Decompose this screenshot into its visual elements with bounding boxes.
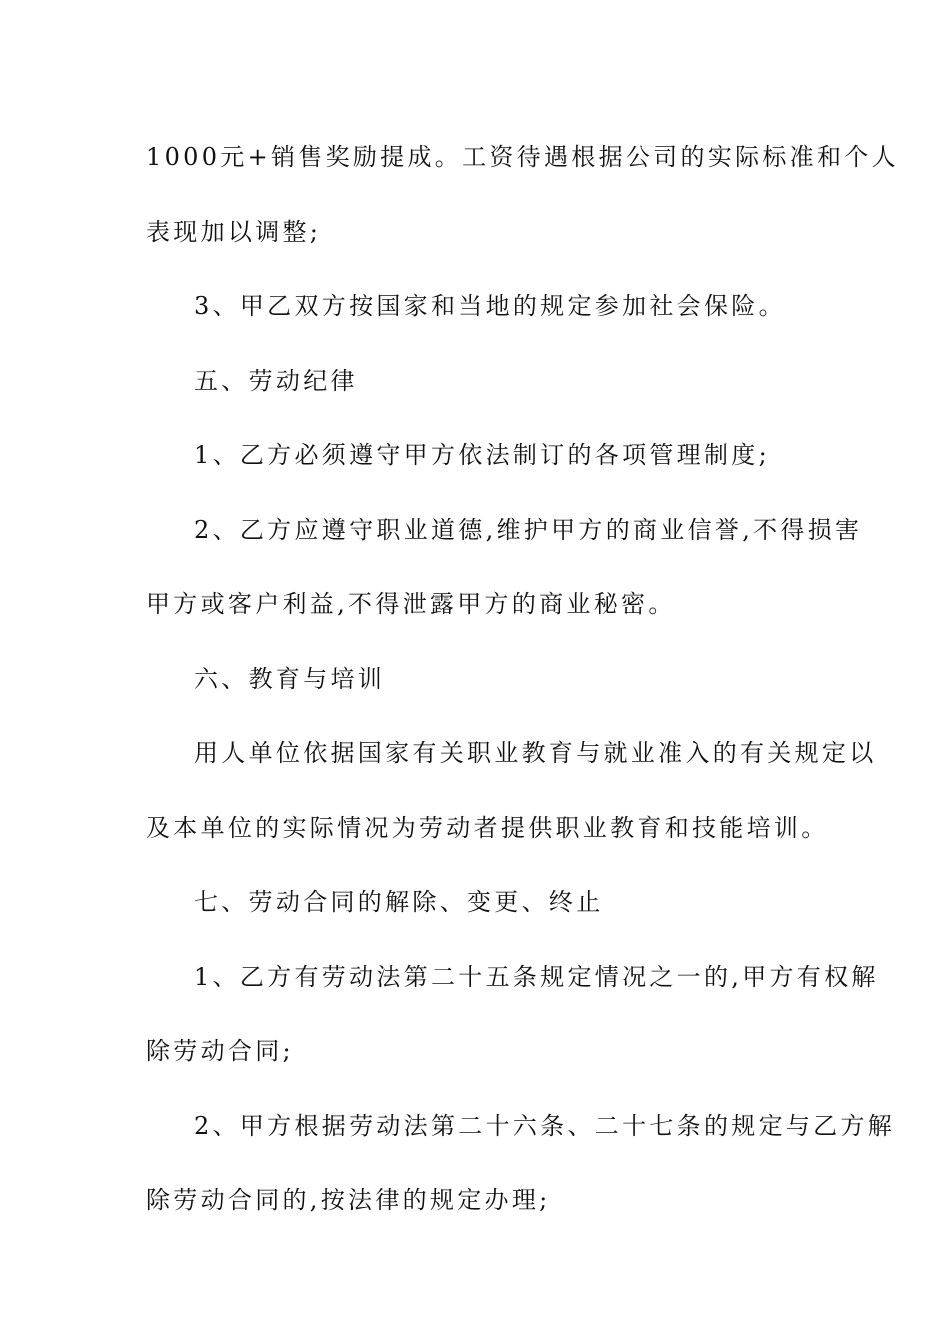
text-line: 及本单位的实际情况为劳动者提供职业教育和技能培训。	[146, 813, 829, 842]
text-line: 表现加以调整;	[146, 217, 322, 246]
text-line: 除劳动合同;	[146, 1037, 294, 1065]
text-line: 甲方或客户利益,不得泄露甲方的商业秘密。	[146, 590, 676, 618]
text-line: 2、甲方根据劳动法第二十六条、二十七条的规定与乙方解	[194, 1111, 896, 1140]
section-heading: 七、劳动合同的解除、变更、终止	[194, 888, 604, 916]
document-body	[146, 120, 899, 1238]
section-heading: 六、教育与培训	[194, 664, 386, 693]
text-line: 3、甲乙双方按国家和当地的规定参加社会保险。	[194, 292, 786, 320]
section-heading: 五、劳动纪律	[194, 366, 358, 395]
text-line: 除劳动合同的,按法律的规定办理;	[146, 1186, 551, 1214]
text-line: 用人单位依据国家有关职业教育与就业准入的有关规定以	[194, 739, 877, 767]
text-line: 2、乙方应遵守职业道德,维护甲方的商业信誉,不得损害	[194, 515, 863, 544]
text-line: 1、乙方有劳动法第二十五条规定情况之一的,甲方有权解	[194, 962, 879, 991]
text-line: 1000元+销售奖励提成。工资待遇根据公司的实际标准和个人	[146, 143, 899, 171]
text-line: 1、乙方必须遵守甲方依法制订的各项管理制度;	[194, 441, 770, 469]
